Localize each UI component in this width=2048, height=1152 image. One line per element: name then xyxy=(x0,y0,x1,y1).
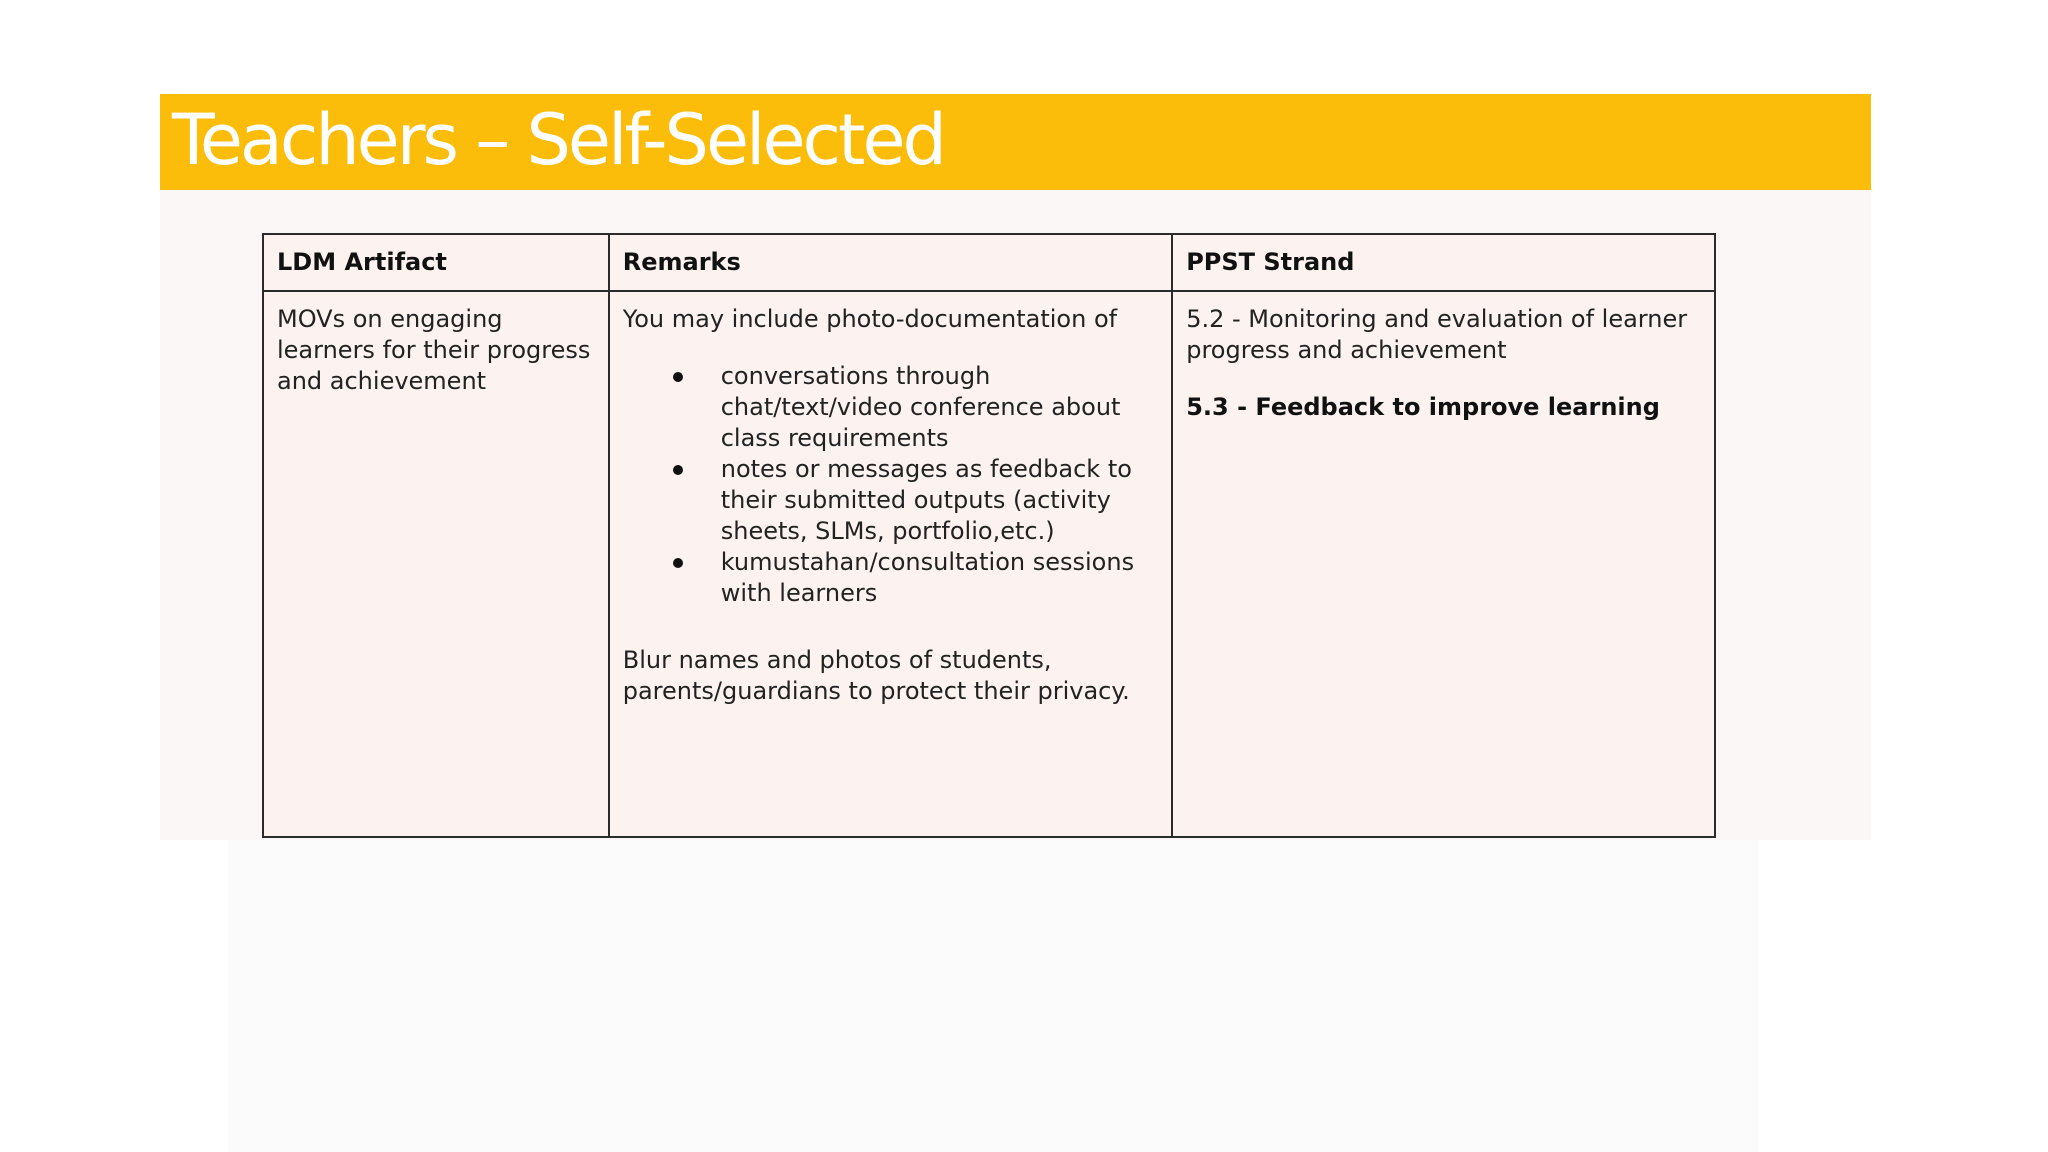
artifact-table xyxy=(262,233,1716,838)
artifact-text: MOVs on engaging learners for their progress and achievement xyxy=(277,305,591,395)
slide-title: Teachers – Self-Selected xyxy=(172,99,944,181)
list-item: kumustahan/consultation sessions with learners xyxy=(721,547,1158,609)
remarks-intro: You may include photo-documentation of xyxy=(622,305,1118,333)
header-ppst-strand: PPST Strand xyxy=(1172,234,1715,291)
strand-feedback: 5.3 - Feedback to improve learning xyxy=(1186,393,1660,421)
header-remarks: Remarks xyxy=(609,234,1172,291)
table-row xyxy=(263,291,1715,837)
strand-monitoring: 5.2 - Monitoring and evaluation of learner progress and achievement xyxy=(1186,305,1688,364)
list-item: conversations through chat/text/video conference about class requirements xyxy=(721,361,1158,454)
artifact-cell xyxy=(263,291,609,837)
remarks-cell xyxy=(609,291,1172,837)
background-fade xyxy=(228,840,1758,1152)
list-item: notes or messages as feedback to their submitted outputs (activity sheets, SLMs, portfolio,etc.) xyxy=(721,454,1158,547)
remarks-privacy-note: Blur names and photos of students, parents/guardians to protect their privacy. xyxy=(622,646,1130,705)
strand-cell xyxy=(1172,291,1715,837)
table-header-row xyxy=(263,234,1715,291)
remarks-bullet-list xyxy=(623,361,1158,609)
title-banner xyxy=(160,94,1871,190)
header-ldm-artifact: LDM Artifact xyxy=(263,234,609,291)
